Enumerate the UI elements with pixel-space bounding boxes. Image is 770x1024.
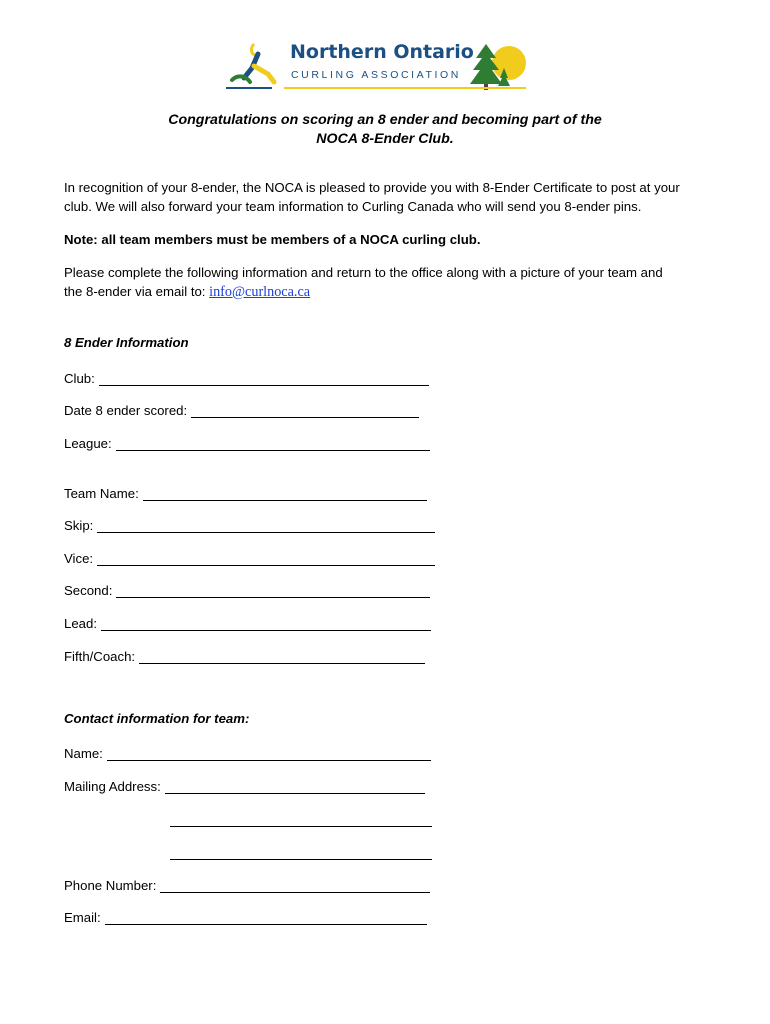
- title-line-1: Congratulations on scoring an 8 ender and becoming part of the: [168, 112, 602, 128]
- instructions-line-1: Please complete the following information and return to the office along with a picture of your team and: [64, 265, 663, 280]
- league-label: League:: [64, 436, 112, 451]
- mailing-address-input-line-1[interactable]: [165, 779, 425, 794]
- second-field: [64, 578, 430, 598]
- email-label: Email:: [64, 910, 101, 925]
- instructions-paragraph: [64, 264, 724, 301]
- date-field: [64, 398, 419, 418]
- logo-name: Northern Ontario: [290, 41, 474, 63]
- email-input-line[interactable]: [105, 910, 427, 925]
- mailing-address-field: [64, 774, 425, 794]
- mailing-address-input-line-3[interactable]: [170, 845, 432, 860]
- lead-label: Lead:: [64, 616, 98, 631]
- logo-subtitle: CURLING ASSOCIATION: [291, 69, 461, 81]
- instructions-line-2: [64, 283, 724, 302]
- skip-label: Skip:: [64, 518, 94, 533]
- club-label: Club:: [64, 371, 95, 386]
- team-name-input-line[interactable]: [143, 486, 427, 501]
- name-input-line[interactable]: [107, 746, 431, 761]
- title-line-2: NOCA 8-Ender Club.: [316, 131, 454, 147]
- skip-field: [64, 513, 435, 533]
- fifth-coach-input-line[interactable]: [139, 649, 425, 664]
- mailing-address-label: Mailing Address:: [64, 779, 161, 794]
- vice-label: Vice:: [64, 551, 94, 566]
- club-input-line[interactable]: [99, 371, 429, 386]
- intro-line-2: club. We will also forward your team information to Curling Canada who will send you 8-ender pins.: [64, 198, 642, 214]
- second-label: Second:: [64, 583, 113, 598]
- vice-field: [64, 546, 435, 566]
- lead-field: [64, 611, 431, 631]
- name-label: Name:: [64, 746, 103, 761]
- lead-input-line[interactable]: [101, 616, 431, 631]
- noca-logo: [224, 38, 528, 94]
- eight-ender-heading: 8 Ender Information: [64, 335, 189, 350]
- phone-label: Phone Number:: [64, 878, 157, 893]
- mailing-address-line-3: [170, 840, 432, 860]
- membership-note: Note: all team members must be members of a NOCA curling club.: [64, 232, 481, 247]
- intro-paragraph: [64, 179, 724, 216]
- mailing-address-line-2: [170, 807, 432, 827]
- phone-field: [64, 873, 430, 893]
- name-field: [64, 741, 431, 761]
- vice-input-line[interactable]: [97, 551, 435, 566]
- league-field: [64, 431, 430, 451]
- team-name-field: [64, 481, 427, 501]
- date-label: Date 8 ender scored:: [64, 403, 188, 418]
- second-input-line[interactable]: [116, 583, 430, 598]
- fifth-coach-label: Fifth/Coach:: [64, 649, 136, 664]
- intro-line-1: In recognition of your 8-ender, the NOCA is pleased to provide you with 8-Ender Certificate to post at your: [64, 180, 680, 195]
- email-field: [64, 905, 427, 925]
- email-link[interactable]: info@curlnoca.ca: [209, 283, 311, 300]
- date-input-line[interactable]: [191, 403, 419, 418]
- league-input-line[interactable]: [116, 436, 430, 451]
- skip-input-line[interactable]: [97, 518, 435, 533]
- contact-heading: Contact information for team:: [64, 711, 250, 726]
- instructions-prefix: the 8-ender via email to:: [64, 283, 210, 299]
- club-field: [64, 366, 429, 386]
- team-name-label: Team Name:: [64, 486, 139, 501]
- fifth-coach-field: [64, 644, 425, 664]
- mailing-address-input-line-2[interactable]: [170, 812, 432, 827]
- phone-input-line[interactable]: [160, 878, 430, 893]
- page-title: [0, 111, 770, 149]
